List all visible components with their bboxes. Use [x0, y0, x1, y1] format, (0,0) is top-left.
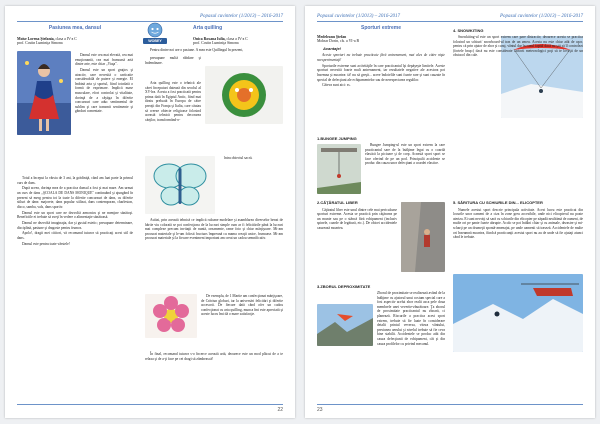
- section-proximity-text: [317, 291, 445, 399]
- paragraph: Arta quilling este o tehnică ale cărei începuturi datează din secolul al XV-lea. Acesta a fost practicată pentru prima dată în Egiptul Antic, fiind mai târziu preluată în Europa de către preoţii din Franţa şi Italia, care căutau să creeze obiecte religioase folosind această tehnică pentru decorarea cărţilor, transformând-o-: [145, 81, 201, 122]
- quilling-text-examples: [201, 294, 283, 348]
- paragraph: Dansul este un sport graţios şi atractiv, care necesită o carticatie considerabilă de putere şi energie. El îmbină arta şi sportul, fiind totodată o formă de exprimare. Implică mase musculare, efort controlat şi vitalitate, dorinţă de a câştiga în diferite concursuri care aduc sentimentul de sublim şi care transmit sentimente şi gânduri comentate.: [75, 67, 133, 114]
- paragraph: presupune multă răbdare şi îndemânare.: [145, 56, 201, 65]
- article-dance-teacher: prof. Costin Luminiţa Simona: [17, 41, 63, 46]
- paragraph: Bungee Jumping-ul este un sport extrem la care practicantul sare de la înălţime legat cu o coardă elastică la picioare şi de corp. Această sport sport se face oferind de pe un pod. Principalii accidente se produc din cauza unor defecţiuni a coardei elastice.: [365, 143, 445, 166]
- paragraph: Căţăratul liber este unul dintre cele mai periculoase sporturi extreme. Acesta se practică prin căţărarea pe un munte sau pe o stâncă fără echipament (inclusiv spinele, coarde de legătură, etc.). De obicei accidentele cauzează moartea.: [317, 207, 397, 230]
- section-heading: 2.CĂŢĂRATUL LIBER: [317, 200, 358, 205]
- quilling-flower-photo: [145, 294, 197, 338]
- paragraph: Sporturile extreme sunt activităţile în care practicantul îşi depăşeşte limitele. Aceste sporturi necesită foarte mult antrenament, iar rezultatele negative ale acestora pot însemna şi moartea: tă! nu să greşit... acere îndoielile sunt foarte rare şi sunt cauzate în special de defecţiuni ale echipamentelor sau de nerespectarea regulilor.: [317, 63, 445, 82]
- quilling-sun-photo: [205, 66, 283, 124]
- paragraph: Totul a început la vârsta de 3 ani, la grădiniţă, când am luat parte la primul curs de dans.: [17, 176, 133, 185]
- article-extreme-title: Sporturi extreme: [360, 25, 401, 31]
- paragraph: În final, recomand tuturor s-o încerce această artă, deoarece este un mod plăcut de a te relaxa şi de a-ţi face pe cei dragi să zâmbească!: [145, 352, 283, 361]
- intro-quote: Aceste sporturi nu trebuie practicate fără antrenament, mai ales de către nişte neexperimentaţi!: [317, 53, 445, 62]
- climbing-photo: [401, 202, 445, 272]
- quilling-text-end: [145, 352, 283, 362]
- paragraph: Numele acestui sport descrie principala activitate. Acest lucru este practicat din locurile unor oameni de a ciza în zone greu accesibile, unde nici elicopterul nu poate ateriza. Ei sunt nevoiţi să sară cu schiurile din elicopter pe zăpadă nealitimă de oameni, de multe ori pe pante foarte abrupte. Acolo se pot întâlni chiar şi cu animale, dezastre şi mi-scharţi pe un drumeţii spontă-amenajat, pe unde oamenii să traseză. Accidentele de multe ori înseamnă moartea, fiindcă practicanţii acestui sport nu au de unde să fie ajutaţi atunci când le trebuie.: [453, 207, 583, 240]
- quilling-text-history: [145, 81, 201, 153]
- dance-text-main: [17, 176, 133, 247]
- paragraph: De exemplu, de 1 Martie am confecţionat mărţişoare, de Crăciun globuri, iar la aniversări felicitări şi diferite accesorii. De fiecare dată când ofer un cadou confecţionat cu arta quilling, munca îmi este apreciată şi aceste lucru îmi dă o mare satisfacţie.: [201, 294, 283, 317]
- article-quilling-title: Arta quilling: [193, 25, 223, 31]
- quilling-text-side: [145, 56, 201, 66]
- section-climbing: [317, 198, 397, 232]
- article-quilling: [193, 26, 283, 46]
- page-number: 23: [317, 407, 323, 413]
- quilling-butterfly-photo: [145, 156, 215, 214]
- quilling-text-right: [219, 156, 283, 162]
- paragraph: Dansul este cea mai elevată, cea mai emoţionantă, cea mai frumoasă artă dintre arte, este chiar „Viaţa".: [75, 53, 133, 67]
- bungee-photo: [317, 144, 361, 194]
- article-dance-author: Moise Lorena Ştefania, clasa a IV-a C: [17, 36, 77, 41]
- running-header-right: Popasul cuvintelor (1/2013) – 2016-2017: [499, 14, 583, 19]
- paragraph: Snowkiting-ul este un sport extrem care pare distractiv, deoarece acesta se practica folosind un schiuri/ snowboard-ul tras de un zmeu. Acesta nu este chiar atât de uşor, pentru că prin ajutor de zbor şi curaj, vântul dar în cazul faptul dacă nu ştii să îl controlezi (fortele bruşc) dacă nu este considerate factorii meteorologici poţi să te loveşti de un obstacol din cale.: [453, 35, 583, 58]
- dance-text-side: [75, 53, 133, 115]
- paragraph: întru obiectul sacră.: [224, 156, 253, 160]
- logo-text: WOBEY: [148, 38, 162, 43]
- article-extreme-author-extra: Molnar Dorin, cls. a VI-a B: [317, 39, 360, 44]
- left-page: [5, 6, 295, 418]
- paragraph: Dansul ne dezvoltă imaginaţia, dar şi gustul estetic; presupune determinare, disciplină, pasiune şi dragoste pentru frumos.: [17, 220, 133, 230]
- paragraph: Pentru dintre noi are o pasiune. A mea este Quillingul în prezent,: [150, 48, 244, 52]
- article-dance-title: Pasiunea mea, dansul: [48, 25, 102, 31]
- extreme-sports-intro: [317, 26, 445, 89]
- quilling-text-top: [145, 48, 283, 54]
- paragraph: După aceea, dorinţa mea de a practica dansul a fost şi mai mare. Am urmat un curs de dans „ŞCOALA DE DANS MONIQUE" continuând şi ajungând în prezent să merg pentru tot la toate la diferite concursuri de dans, cu diferite stiluri de dans: majorete, dans popular stilizat, dans contemporan, charleston, disco, samba, vals, dans sportiv.: [17, 186, 133, 209]
- running-header: Popasul cuvintelor (1/2013) – 2016-2017: [199, 14, 283, 19]
- dancer-photo: [17, 51, 71, 135]
- running-header: Popasul cuvintelor (1/2013) – 2016-2017: [317, 14, 401, 19]
- quilling-text-today: [145, 218, 283, 290]
- article-dance: [17, 26, 133, 46]
- intro-heading: Avantaje!: [323, 45, 342, 51]
- section-heading: 5. SĂRITURA CU SCHIURILE DIN... ELICOPTER: [453, 200, 543, 205]
- right-page: [305, 6, 595, 418]
- paragraph: Astăzi, prin această tehnică ce implică ruloane modelare şi asamblarea diverselor benzi de hârtie viu colorată se pot confecţiona de la lucruri simple cum ar fi felicitările până la lucruri mai complexe precum invitaţii de nuntă, ornamente, rame foto şi chiar mărţişoare. Mi-am procurat materiale şi le-am folosit fructuos împreună cu mama creaţii unice, frumoase. Mi-am procurat materiale şi la fiecare eveniment important am creat un cadou semnificativ.: [145, 218, 283, 241]
- article-quilling-teacher: prof. Costin Luminiţa Simona: [193, 41, 239, 46]
- section-bungee-text: [365, 143, 445, 167]
- heliski-photo: [453, 274, 583, 352]
- section-heliski: [453, 198, 583, 241]
- paragraph: Dansul este pentru toate vârstele!: [22, 241, 70, 246]
- article-quilling-author: Onica Roxana Iulia, clasa a IV-a C: [193, 36, 248, 41]
- section-snowkiting-text: [453, 35, 583, 59]
- paragraph: Dansul este un sport care ne dezvoltă armonios şi ne menţine sănătoşi. Beneficiile ei trebuie să aveţi în vedere o alimentaţie sănătoasă.: [17, 210, 133, 220]
- header-rule: [317, 21, 583, 22]
- footer-rule: [17, 404, 283, 405]
- page-number: 22: [277, 407, 283, 413]
- paragraph: Câteva sunt aici: ss.: [322, 83, 351, 88]
- section-heading: 4. SNOWKITING: [453, 28, 484, 33]
- paragraph: Zborul de proximitate se realizează având de la înălţime cu ajutorul unui costum special care a fost aspectiv acelui zbor realii asca pele doua membrele unei veverite-zburătoare. Ţa zborul de proximitate practicantul nu zboară, ci planează. Riscurile a practica acest sport extrem, trebuie să fie luate în considerare detalii printul veversa, viteza vântului, presiunea aerului şi nivelul trebuie să fie ceva bine stabilit. Accidentele se produc atât din cauza defecţiunii de echipament, cât şi din cauza profilelor cu privind mecanul.: [377, 291, 445, 346]
- magazine-logo: [140, 20, 170, 46]
- section-heading: 1.BUNGEE JUMPING: [317, 136, 357, 141]
- section-heading: 3.ZBORUL DEPROXIMITATE: [317, 284, 371, 289]
- article-extreme-author: Medeleanu Ştefan: [317, 34, 347, 39]
- footer-rule: [317, 404, 583, 405]
- paragraph: Apolo!, dragii mei cititori, vă recomand tuturor să practicaţi acest stil de dans.: [17, 231, 133, 240]
